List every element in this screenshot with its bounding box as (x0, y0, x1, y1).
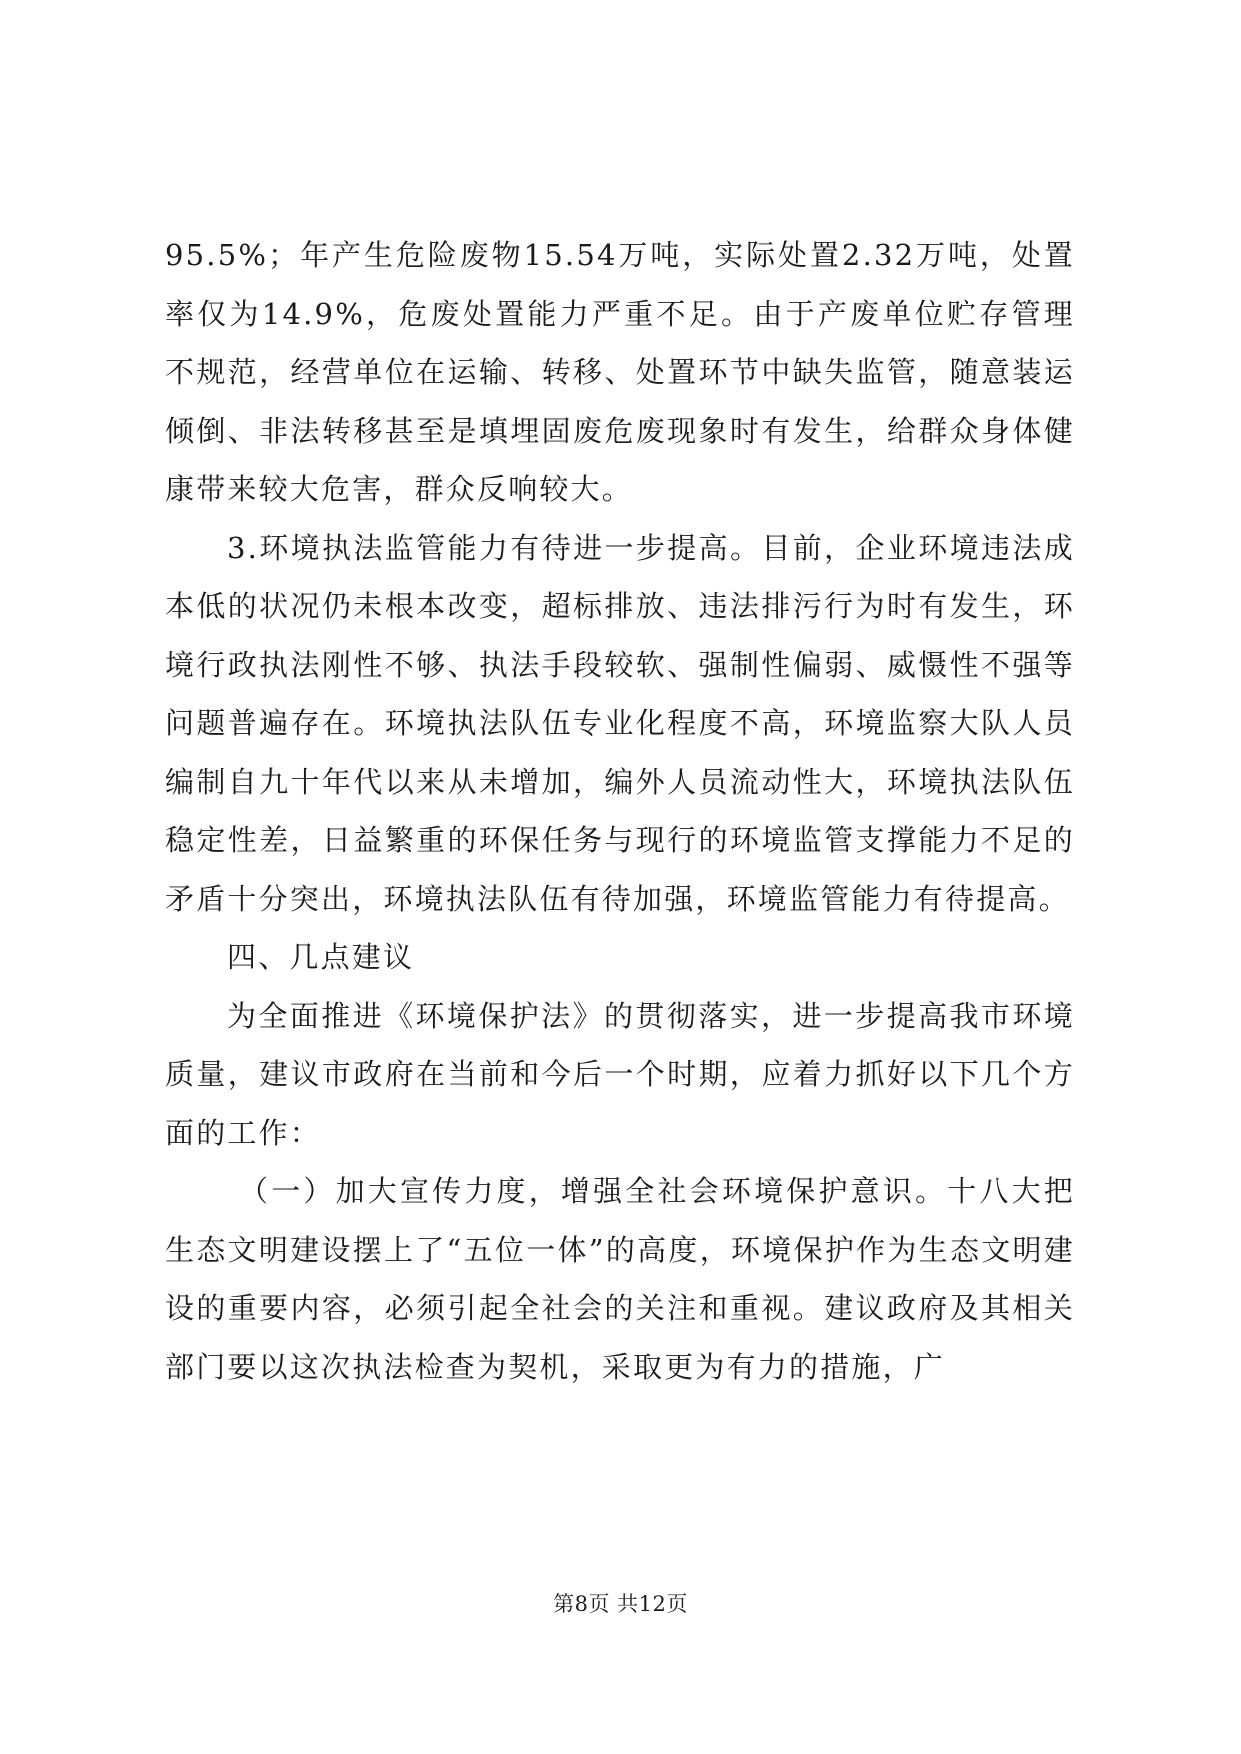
page-footer: 第8页 共12页 (553, 1592, 688, 1616)
paragraph-enforcement-capacity: 3.环境执法监管能力有待进一步提高。目前，企业环境违法成本低的状况仍未根本改变，超标排放、违法排污行为时有发生，环境行政执法刚性不够、执法手段较软、强制性偏弱、威慑性不强等问题普遍存在。环境执法队伍专业化程度不高，环境监察大队人员编制自九十年代以来从未增加，编外人员流动性大，环境执法队伍稳定性差，日益繁重的环保任务与现行的环境监管支撑能力不足的矛盾十分突出，环境执法队伍有待加强，环境监管能力有待提高。 (165, 530, 1075, 916)
paragraph-hazardous-waste-continued: 95.5%；年产生危险废物15.54万吨，实际处置2.32万吨，处置率仅为14.9%，危废处置能力严重不足。由于产废单位贮存管理不规范，经营单位在运输、转移、处置环节中缺失监管，随意装运倾倒、非法转移甚至是填埋固废危废现象时有发生，给群众身体健康带来较大危害，群众反响较大。 (165, 238, 1075, 506)
document-body (165, 226, 1075, 1396)
paragraph-suggestion-one: （一）加大宣传力度，增强全社会环境保护意识。十八大把生态文明建设摆上了“五位一体”的高度，环境保护作为生态文明建设的重要内容，必须引起全社会的关注和重视。建议政府及其相关部门要以这次执法检查为契机，采取更为有力的措施，广 (165, 1174, 1075, 1384)
section-heading-suggestions: 四、几点建议 (227, 940, 415, 974)
paragraph-suggestions-intro: 为全面推进《环境保护法》的贯彻落实，进一步提高我市环境质量，建议市政府在当前和今后一个时期，应着力抓好以下几个方面的工作： (165, 998, 1075, 1150)
